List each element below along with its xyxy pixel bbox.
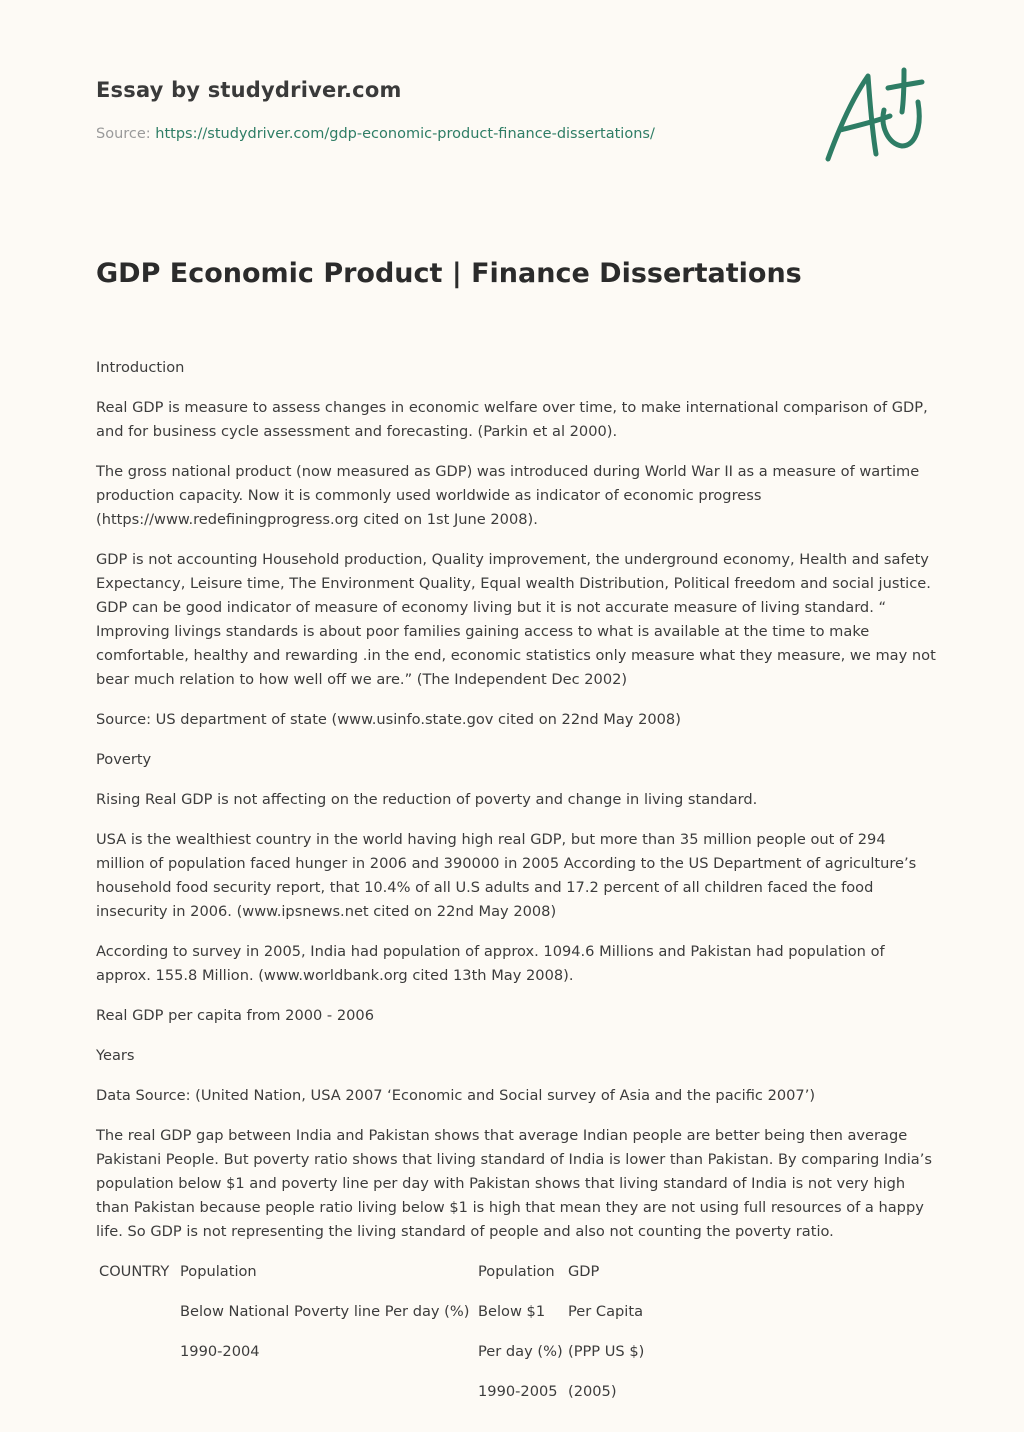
- paragraph: Real GDP is measure to assess changes in economic welfare over time, to make international comparison of GDP, and for business cycle assessment and forecasting. (Parkin et al 2000).: [96, 399, 928, 440]
- a-plus-logo-icon: [818, 64, 930, 168]
- table-header-country: COUNTRY: [99, 1263, 170, 1280]
- paragraph: The gross national product (now measured as GDP) was introduced during World War II as a measure of wartime production capacity. Now it is commonly used worldwide as indicator of economic progress (https://www.redefiningprogress.org cited on 1st June 2008).: [96, 463, 920, 528]
- paragraph-poverty-heading: Poverty: [96, 751, 152, 768]
- source-line: [96, 124, 796, 144]
- paragraph: USA is the wealthiest country in the world having high real GDP, but more than 35 million people out of 294 million of population faced hunger in 2006 and 390000 in 2005 According to the US Department of agriculture’s household food security report, that 10.4% of all U.S adults and 17.2 percent of all children faced the food insecurity in 2006. (www.ipsnews.net cited on 22nd May 2008): [96, 831, 917, 920]
- table-cell: 1990-2005: [478, 1383, 558, 1400]
- poverty-table: [96, 1260, 936, 1430]
- table-cell: Below National Poverty line Per day (%): [180, 1303, 470, 1320]
- table-cell: Population: [180, 1263, 257, 1280]
- source-label: Source:: [96, 126, 151, 142]
- paragraph: GDP is not accounting Household production, Quality improvement, the underground economy, Health and safety Expectancy, Leisure time, The Environment Quality, Equal wealth Distribution, Political freedom and social justice. GDP can be good indicator of measure of economy living but it is not accurate measure of living standard. “ Improving livings standards is about poor families gaining access to what is available at the time to make comfortable, healthy and rewarding .in the end, economic statistics only measure what they measure, we may not bear much relation to how well off we are.” (The Independent Dec 2002): [96, 551, 936, 688]
- table-cell: 1990-2004: [180, 1343, 260, 1360]
- table-cell: (PPP US $): [568, 1343, 645, 1360]
- table-cell: Per day (%): [478, 1343, 563, 1360]
- paragraph: Source: US department of state (www.usinfo.state.gov cited on 22nd May 2008): [96, 711, 681, 728]
- paragraph: Real GDP per capita from 2000 - 2006: [96, 1007, 374, 1024]
- table-cell: (2005): [568, 1383, 617, 1400]
- paragraph: Data Source: (United Nation, USA 2007 ‘Economic and Social survey of Asia and the pacific 2007’): [96, 1087, 816, 1104]
- paragraph-introduction-heading: Introduction: [96, 359, 185, 376]
- table-cell: Per Capita: [568, 1303, 644, 1320]
- essay-body: [96, 356, 936, 1430]
- page-title: GDP Economic Product | Finance Dissertations: [96, 258, 802, 289]
- paragraph: Years: [96, 1047, 135, 1064]
- essay-header: [96, 76, 796, 144]
- paragraph: According to survey in 2005, India had population of approx. 1094.6 Millions and Pakistan had population of approx. 155.8 Million. (www.worldbank.org cited 13th May 2008).: [96, 943, 885, 984]
- brand-title: Essay by studydriver.com: [96, 78, 402, 102]
- table-cell: Population: [478, 1263, 555, 1280]
- table-cell: GDP: [568, 1263, 600, 1280]
- table-cell: Below $1: [478, 1303, 546, 1320]
- paragraph: Rising Real GDP is not affecting on the reduction of poverty and change in living standard.: [96, 791, 758, 808]
- paragraph: The real GDP gap between India and Pakistan shows that average Indian people are better being then average Pakistani People. But poverty ratio shows that living standard of India is lower than Pakistan. By comparing India’s population below $1 and poverty line per day with Pakistan shows that living standard of India is not very high than Pakistan because people ratio living below $1 is high that mean they are not using full resources of a happy life. So GDP is not representing the living standard of people and also not counting the poverty ratio.: [96, 1127, 932, 1240]
- source-link[interactable]: https://studydriver.com/gdp-economic-product-finance-dissertations/: [155, 126, 655, 142]
